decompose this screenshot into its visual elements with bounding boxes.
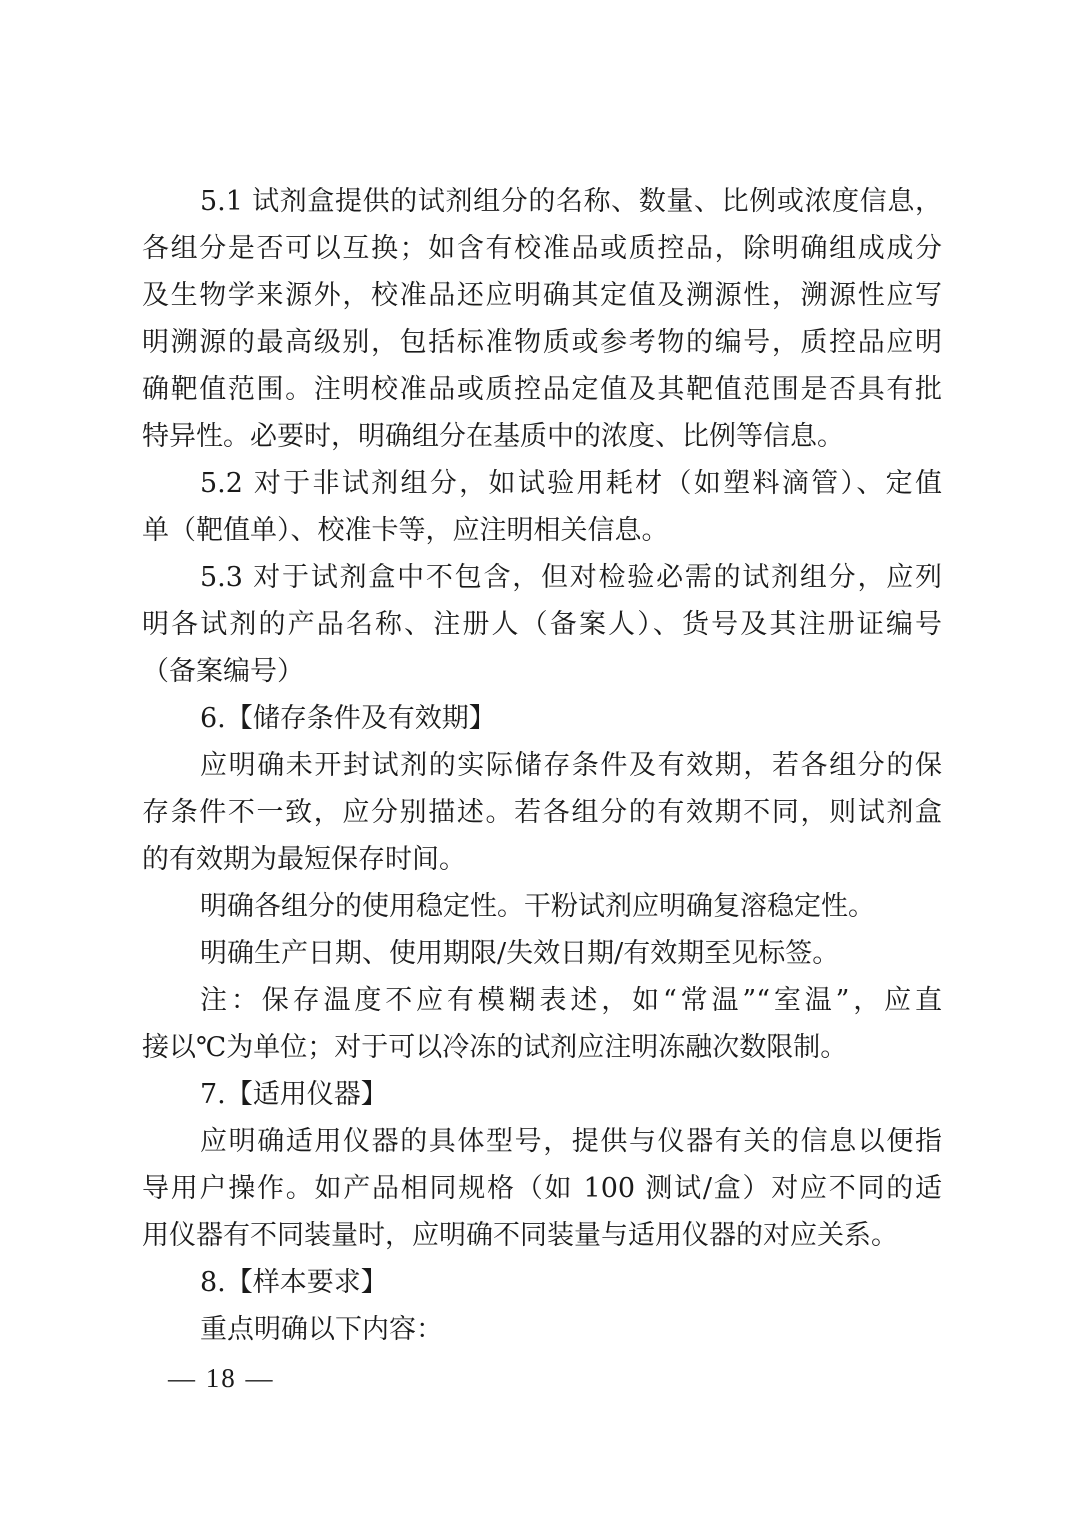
text-line: 应明确未开封试剂的实际储存条件及有效期，若各组分的保: [200, 750, 942, 781]
text-line: 明溯源的最高级别，包括标准物质或参考物的编号，质控品应明: [142, 327, 942, 358]
text-line: 特异性。必要时，明确组分在基质中的浓度、比例等信息。: [142, 421, 844, 452]
text-line: 用仪器有不同装量时，应明确不同装量与适用仪器的对应关系。: [142, 1220, 898, 1251]
text-line: 明各试剂的产品名称、注册人（备案人）、货号及其注册证编号: [142, 609, 942, 640]
text-line: 应明确适用仪器的具体型号，提供与仪器有关的信息以便指: [200, 1126, 942, 1157]
text-line: 导用户操作。如产品相同规格（如 100 测试/盒）对应不同的适: [142, 1173, 942, 1204]
section-heading: 7.【适用仪器】: [200, 1079, 388, 1110]
text-line: 明确生产日期、使用期限/失效日期/有效期至见标签。: [200, 938, 840, 969]
section-heading: 8.【样本要求】: [200, 1267, 388, 1298]
text-line: 及生物学来源外，校准品还应明确其定值及溯源性，溯源性应写: [142, 280, 942, 311]
page-number: — 18 —: [168, 1363, 275, 1393]
text-line: 5.3 对于试剂盒中不包含，但对检验必需的试剂组分，应列: [200, 562, 942, 593]
text-line: 的有效期为最短保存时间。: [142, 844, 466, 875]
text-line: 重点明确以下内容：: [200, 1314, 443, 1345]
text-line: 接以℃为单位；对于可以冷冻的试剂应注明冻融次数限制。: [142, 1032, 848, 1063]
text-line: 各组分是否可以互换；如含有校准品或质控品，除明确组成成分: [142, 233, 942, 264]
text-line: 5.2 对于非试剂组分，如试验用耗材（如塑料滴管）、定值: [200, 468, 942, 499]
document-body: [142, 178, 942, 1353]
text-line: 注：保存温度不应有模糊表述，如“常温”“室温”，应直: [200, 985, 942, 1016]
section-heading: 6.【储存条件及有效期】: [200, 703, 496, 734]
text-line: （备案编号）: [142, 656, 304, 687]
text-line: 确靶值范围。注明校准品或质控品定值及其靶值范围是否具有批: [142, 374, 942, 405]
text-line: 存条件不一致，应分别描述。若各组分的有效期不同，则试剂盒: [142, 797, 942, 828]
text-line: 5.1 试剂盒提供的试剂组分的名称、数量、比例或浓度信息，: [200, 186, 942, 217]
text-line: 明确各组分的使用稳定性。干粉试剂应明确复溶稳定性。: [200, 891, 875, 922]
text-line: 单（靶值单）、校准卡等，应注明相关信息。: [142, 515, 669, 546]
